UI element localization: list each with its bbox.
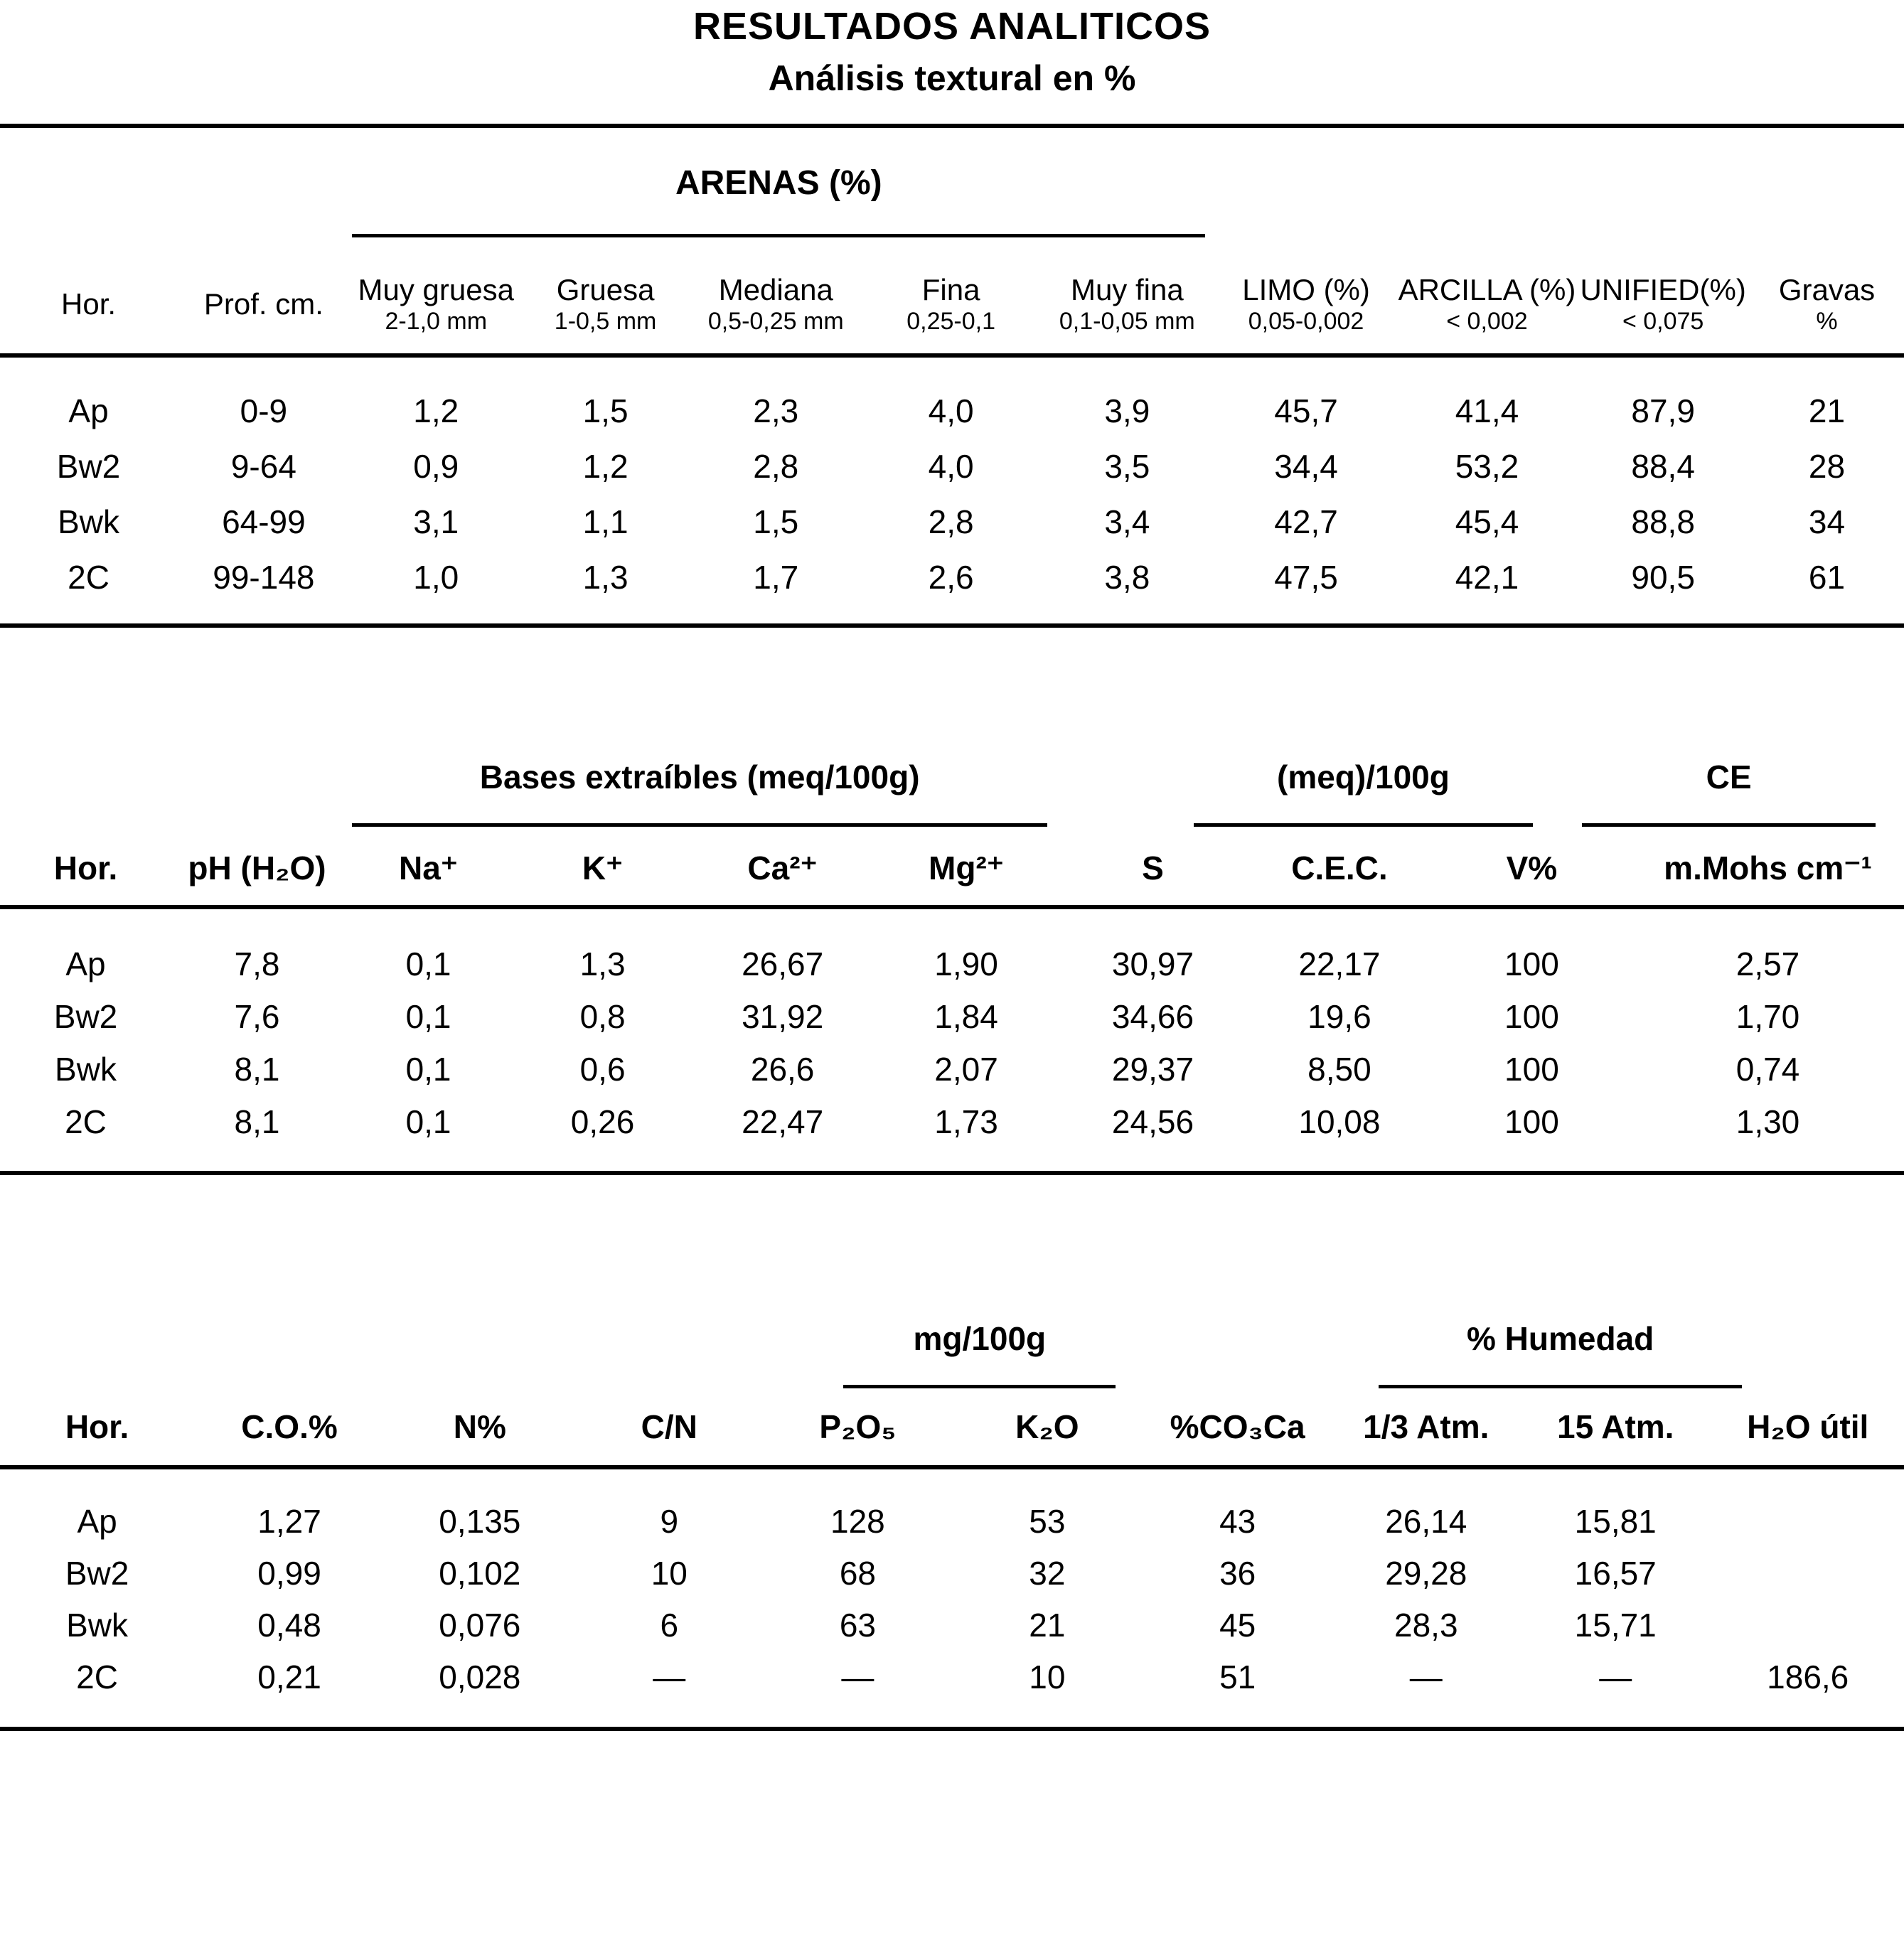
- data-cell: 0,1: [405, 1103, 451, 1140]
- horizon-cell: Bw2: [53, 998, 118, 1035]
- data-cell: 3,4: [1104, 503, 1150, 540]
- data-cell: 99-148: [213, 559, 315, 596]
- table-row: [0, 1547, 1904, 1599]
- data-cell: 19,6: [1307, 998, 1371, 1035]
- table-row: [0, 439, 1904, 494]
- data-cell: 1,1: [582, 503, 629, 540]
- horizon-cell: Ap: [77, 1502, 117, 1540]
- data-cell: [1711, 1599, 1904, 1651]
- data-cell: 8,50: [1307, 1051, 1371, 1088]
- header-cell: 15 Atm.: [1519, 1388, 1711, 1467]
- ce-group-rule: [1582, 823, 1875, 827]
- column-sublabel: 1-0,5 mm: [554, 308, 657, 335]
- data-cell: 6: [660, 1606, 679, 1644]
- column-sublabel: %: [1816, 308, 1838, 335]
- data-cell: 61: [1808, 559, 1846, 596]
- header-cell: Na⁺: [343, 827, 514, 907]
- arenas-group-label: ARENAS (%): [675, 164, 882, 202]
- arenas-group-rule: [352, 234, 1205, 237]
- data-cell: 8,1: [234, 1051, 280, 1088]
- header-cell: 1/3 Atm.: [1333, 1388, 1519, 1467]
- data-cell: 36: [1219, 1554, 1256, 1592]
- header-cell: [1576, 237, 1750, 355]
- header-cell: [522, 237, 690, 355]
- table-row: [0, 1043, 1904, 1095]
- ce-group: [1582, 749, 1875, 827]
- data-cell: 1,5: [753, 503, 799, 540]
- document-subtitle: Análisis textural en %: [768, 58, 1136, 98]
- table-row: [0, 1651, 1904, 1703]
- column-sublabel: < 0,075: [1622, 308, 1704, 335]
- texture-table: [0, 237, 1904, 605]
- data-cell: 34: [1808, 503, 1846, 540]
- header-cell: [0, 237, 177, 355]
- horizontal-rule: [0, 124, 1904, 128]
- data-cell: 0,028: [439, 1658, 521, 1695]
- arenas-group: [352, 152, 1205, 237]
- mg-group-label: mg/100g: [913, 1320, 1047, 1357]
- data-cell: 1,5: [582, 392, 629, 429]
- data-cell: 100: [1504, 945, 1559, 982]
- data-cell: 0,1: [405, 945, 451, 982]
- data-cell: 22,47: [742, 1103, 824, 1140]
- data-cell: —: [653, 1658, 686, 1695]
- header-cell: V%: [1432, 827, 1632, 907]
- nutrients-header-row: [0, 1388, 1904, 1467]
- header-cell: pH (H₂O): [171, 827, 343, 907]
- header-cell: [177, 237, 351, 355]
- data-cell: 2,3: [753, 392, 799, 429]
- data-cell: 29,28: [1385, 1554, 1467, 1592]
- data-cell: 3,8: [1104, 559, 1150, 596]
- header-cell: [1750, 237, 1904, 355]
- header-cell: C.O.%: [194, 1388, 385, 1467]
- header-cell: C.E.C.: [1247, 827, 1432, 907]
- header-cell: %CO₃Ca: [1143, 1388, 1333, 1467]
- data-cell: 0,99: [257, 1554, 321, 1592]
- column-sublabel: < 0,002: [1446, 308, 1528, 335]
- data-cell: 4,0: [928, 448, 974, 485]
- header-cell: Mg²⁺: [874, 827, 1059, 907]
- data-cell: 1,0: [413, 559, 459, 596]
- header-cell: [1039, 237, 1214, 355]
- data-cell: 21: [1029, 1606, 1066, 1644]
- data-cell: 100: [1504, 998, 1559, 1035]
- data-cell: 88,4: [1631, 448, 1695, 485]
- data-cell: 34,66: [1111, 998, 1194, 1035]
- data-cell: 63: [839, 1606, 876, 1644]
- column-label: ARCILLA (%): [1398, 273, 1576, 306]
- data-cell: 0-9: [240, 392, 288, 429]
- data-cell: 31,92: [742, 998, 824, 1035]
- data-cell: 21: [1808, 392, 1846, 429]
- data-cell: 128: [830, 1502, 885, 1540]
- header-cell: [351, 237, 522, 355]
- meq-group-label: (meq)/100g: [1277, 759, 1450, 795]
- data-cell: 0,135: [439, 1502, 521, 1540]
- horizon-cell: 2C: [76, 1658, 118, 1695]
- header-cell: Hor.: [0, 1388, 194, 1467]
- data-cell: —: [841, 1658, 875, 1695]
- humedad-group: [1379, 1314, 1742, 1388]
- data-cell: 8,1: [234, 1103, 280, 1140]
- table-row: [0, 1599, 1904, 1651]
- column-sublabel: 0,25-0,1: [906, 308, 995, 335]
- horizon-cell: Ap: [65, 945, 106, 982]
- header-cell: [1215, 237, 1398, 355]
- column-label: Prof. cm.: [203, 287, 323, 321]
- data-cell: 0,1: [405, 998, 451, 1035]
- data-cell: 1,30: [1735, 1103, 1800, 1140]
- bases-group: [352, 749, 1047, 827]
- data-cell: 16,57: [1574, 1554, 1657, 1592]
- data-cell: 47,5: [1274, 559, 1338, 596]
- data-cell: 4,0: [928, 392, 974, 429]
- data-cell: —: [1599, 1658, 1632, 1695]
- data-cell: 3,9: [1104, 392, 1150, 429]
- data-cell: 100: [1504, 1051, 1559, 1088]
- data-cell: 7,6: [234, 998, 280, 1035]
- column-sublabel: 0,1-0,05 mm: [1059, 308, 1195, 335]
- ce-group-label: CE: [1706, 759, 1752, 795]
- data-cell: 2,07: [934, 1051, 998, 1088]
- mg-group-rule: [843, 1385, 1116, 1388]
- table-row: [0, 990, 1904, 1043]
- table-row: [0, 355, 1904, 439]
- header-cell: Ca²⁺: [691, 827, 874, 907]
- horizontal-rule: [0, 1727, 1904, 1731]
- data-cell: —: [1409, 1658, 1443, 1695]
- horizon-cell: Bwk: [55, 1051, 117, 1088]
- data-cell: [1711, 1467, 1904, 1547]
- data-cell: 0,1: [405, 1051, 451, 1088]
- data-cell: 45,7: [1274, 392, 1338, 429]
- column-label: UNIFIED(%): [1580, 273, 1746, 306]
- column-label: Fina: [921, 273, 980, 306]
- table-row: [0, 1467, 1904, 1547]
- data-cell: 2,57: [1735, 945, 1800, 982]
- bases-group-label: Bases extraíbles (meq/100g): [479, 759, 920, 795]
- data-cell: 1,3: [582, 559, 629, 596]
- header-cell: [689, 237, 862, 355]
- header-cell: P₂O₅: [764, 1388, 952, 1467]
- nutrients-table: [0, 1388, 1904, 1703]
- data-cell: 26,14: [1385, 1502, 1467, 1540]
- data-cell: 0,076: [439, 1606, 521, 1644]
- data-cell: 26,6: [750, 1051, 815, 1088]
- data-cell: 1,3: [579, 945, 626, 982]
- data-cell: 7,8: [234, 945, 280, 982]
- column-sublabel: 2-1,0 mm: [385, 308, 488, 335]
- horizon-cell: Ap: [68, 392, 109, 429]
- bases-header-row: [0, 827, 1904, 907]
- document-title: RESULTADOS ANALITICOS: [693, 5, 1211, 48]
- data-cell: 28: [1808, 448, 1846, 485]
- meq-group-rule: [1194, 823, 1533, 827]
- data-cell: 2,8: [753, 448, 799, 485]
- data-cell: 1,2: [582, 448, 629, 485]
- column-label: Muy gruesa: [358, 273, 514, 306]
- meq-group: [1194, 749, 1533, 827]
- data-cell: 2,6: [928, 559, 974, 596]
- header-cell: C/N: [575, 1388, 764, 1467]
- data-cell: 0,8: [579, 998, 626, 1035]
- data-cell: 10: [1029, 1658, 1066, 1695]
- data-cell: 30,97: [1111, 945, 1194, 982]
- data-cell: 1,70: [1735, 998, 1800, 1035]
- table-row: [0, 494, 1904, 550]
- header-cell: H₂O útil: [1711, 1388, 1904, 1467]
- header-cell: m.Mohs cm⁻¹: [1632, 827, 1904, 907]
- data-cell: 9-64: [230, 448, 296, 485]
- humedad-group-label: % Humedad: [1466, 1320, 1654, 1357]
- data-cell: 42,7: [1274, 503, 1338, 540]
- data-cell: 0,6: [579, 1051, 626, 1088]
- table-row: [0, 1095, 1904, 1148]
- horizon-cell: Bwk: [58, 503, 119, 540]
- data-cell: 9: [660, 1502, 679, 1540]
- data-cell: 0,21: [257, 1658, 321, 1695]
- arenas-group-band: [0, 152, 1904, 237]
- header-cell: K⁺: [514, 827, 691, 907]
- horizon-cell: 2C: [68, 559, 109, 596]
- data-cell: 45,4: [1455, 503, 1519, 540]
- horizon-cell: 2C: [65, 1103, 107, 1140]
- header-cell: Hor.: [0, 827, 171, 907]
- column-label: Hor.: [61, 287, 117, 321]
- data-cell: 22,17: [1298, 945, 1381, 982]
- header-cell: K₂O: [952, 1388, 1143, 1467]
- column-label: Muy fina: [1070, 273, 1184, 306]
- horizon-cell: Bw2: [56, 448, 121, 485]
- data-cell: 1,84: [934, 998, 998, 1035]
- data-cell: 26,67: [742, 945, 824, 982]
- data-cell: 1,90: [934, 945, 998, 982]
- data-cell: 0,74: [1735, 1051, 1800, 1088]
- data-cell: 45: [1219, 1606, 1256, 1644]
- column-label: Mediana: [718, 273, 833, 306]
- header-cell: [1398, 237, 1577, 355]
- horizon-cell: Bw2: [65, 1554, 129, 1592]
- column-label: Gruesa: [556, 273, 655, 306]
- data-cell: 0,9: [413, 448, 459, 485]
- header-cell: S: [1059, 827, 1247, 907]
- data-cell: 90,5: [1631, 559, 1695, 596]
- bases-group-band: [0, 749, 1904, 827]
- data-cell: 3,5: [1104, 448, 1150, 485]
- data-cell: 10: [651, 1554, 688, 1592]
- data-cell: 51: [1219, 1658, 1256, 1695]
- data-cell: 15,71: [1574, 1606, 1657, 1644]
- bases-group-rule: [352, 823, 1047, 827]
- data-cell: 1,2: [413, 392, 459, 429]
- data-cell: 3,1: [413, 503, 459, 540]
- data-cell: 43: [1219, 1502, 1256, 1540]
- header-cell: [862, 237, 1039, 355]
- data-cell: 1,7: [753, 559, 799, 596]
- data-cell: 10,08: [1298, 1103, 1381, 1140]
- table-row: [0, 907, 1904, 990]
- data-cell: 0,26: [570, 1103, 635, 1140]
- mg-group: [843, 1314, 1116, 1388]
- column-sublabel: 0,5-0,25 mm: [707, 308, 844, 335]
- column-label: LIMO (%): [1242, 273, 1370, 306]
- data-cell: 29,37: [1111, 1051, 1194, 1088]
- data-cell: 88,8: [1631, 503, 1695, 540]
- bases-table: [0, 827, 1904, 1148]
- table-row: [0, 550, 1904, 605]
- data-cell: 53: [1029, 1502, 1066, 1540]
- data-cell: [1711, 1547, 1904, 1599]
- data-cell: 32: [1029, 1554, 1066, 1592]
- horizontal-rule: [0, 1171, 1904, 1175]
- data-cell: 42,1: [1455, 559, 1519, 596]
- data-cell: 53,2: [1455, 448, 1519, 485]
- horizon-cell: Bwk: [66, 1606, 129, 1644]
- data-cell: 0,48: [257, 1606, 321, 1644]
- column-label: Gravas: [1778, 273, 1876, 306]
- data-cell: 68: [839, 1554, 876, 1592]
- data-cell: 0,102: [439, 1554, 521, 1592]
- data-cell: 64-99: [222, 503, 306, 540]
- data-cell: 1,73: [934, 1103, 998, 1140]
- data-cell: 34,4: [1274, 448, 1338, 485]
- header-cell: N%: [385, 1388, 575, 1467]
- nutrients-group-band: [0, 1314, 1904, 1388]
- data-cell: 1,27: [257, 1502, 321, 1540]
- humedad-group-rule: [1379, 1385, 1742, 1388]
- data-cell: 100: [1504, 1103, 1559, 1140]
- data-cell: 87,9: [1631, 392, 1695, 429]
- data-cell: 41,4: [1455, 392, 1519, 429]
- column-sublabel: 0,05-0,002: [1248, 308, 1364, 335]
- data-cell: 186,6: [1767, 1658, 1849, 1695]
- data-cell: 28,3: [1394, 1606, 1458, 1644]
- data-cell: 24,56: [1111, 1103, 1194, 1140]
- texture-header-row: [0, 237, 1904, 355]
- data-cell: 2,8: [928, 503, 974, 540]
- horizontal-rule: [0, 623, 1904, 628]
- data-cell: 15,81: [1574, 1502, 1657, 1540]
